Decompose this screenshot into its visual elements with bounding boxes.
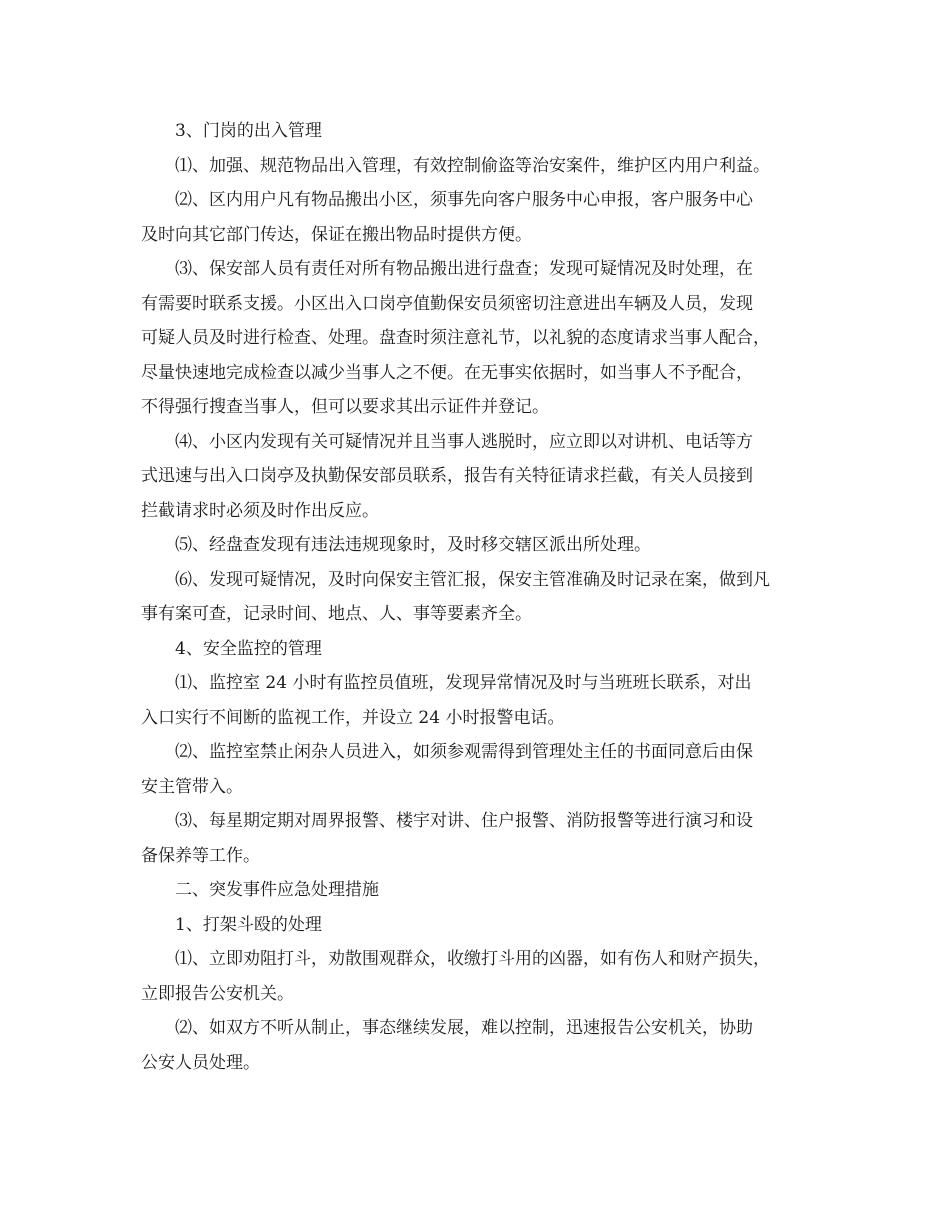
- text-line: 1、打架斗殴的处理: [175, 914, 322, 935]
- text-line: 式迅速与出入口岗亭及执勤保安部员联系，报告有关特征请求拦截，有关人员接到: [141, 466, 753, 486]
- text-line: ⑵、如双方不听从制止，事态继续发展，难以控制，迅速报告公安机关，协助: [175, 1018, 753, 1038]
- text-line: ⑴、监控室 24 小时有监控员值班，发现异常情况及时与当班班长联系，对出: [175, 673, 752, 693]
- text-line: 安主管带入。: [141, 776, 243, 797]
- text-line: 4、安全监控的管理: [175, 638, 322, 659]
- text-line: ⑴、立即劝阻打斗，劝散围观群众，收缴打斗用的凶器，如有伤人和财产损失，: [175, 949, 770, 969]
- text-line: 二、突发事件应急处理措施: [175, 880, 379, 900]
- text-line: ⑸、经盘查发现有违法违规现象时，及时移交辖区派出所处理。: [175, 535, 651, 555]
- document-body: [141, 114, 821, 1080]
- text-line: 不得强行搜查当事人，但可以要求其出示证件并登记。: [141, 397, 549, 417]
- text-line: 有需要时联系支援。小区出入口岗亭值勤保安员须密切注意进出车辆及人员，发现: [141, 293, 753, 314]
- text-line: 拦截请求时必须及时作出反应。: [141, 500, 379, 521]
- text-line: 入口实行不间断的监视工作，并设立 24 小时报警电话。: [141, 707, 565, 728]
- text-line: 及时向其它部门传达，保证在搬出物品时提供方便。: [141, 224, 532, 245]
- text-line: 尽量快速地完成检查以减少当事人之不便。在无事实依据时，如当事人不予配合，: [141, 362, 753, 383]
- text-line: ⑵、区内用户凡有物品搬出小区，须事先向客户服务中心申报，客户服务中心: [175, 190, 753, 210]
- text-line: ⑴、加强、规范物品出入管理，有效控制偷盗等治安案件，维护区内用户利益。: [175, 155, 770, 176]
- text-line: 3、门岗的出入管理: [175, 121, 322, 141]
- text-line: ⑵、监控室禁止闲杂人员进入，如须参观需得到管理处主任的书面同意后由保: [175, 742, 753, 762]
- text-line: 备保养等工作。: [141, 845, 260, 866]
- text-line: ⑶、每星期定期对周界报警、楼宇对讲、住户报警、消防报警等进行演习和设: [175, 811, 753, 831]
- text-line: 公安人员处理。: [141, 1052, 260, 1073]
- text-line: ⑶、保安部人员有责任对所有物品搬出进行盘查；发现可疑情况及时处理，在: [175, 259, 753, 279]
- text-line: 可疑人员及时进行检查、处理。盘查时须注意礼节，以礼貌的态度请求当事人配合，: [141, 328, 770, 348]
- text-line: ⑷、小区内发现有关可疑情况并且当事人逃脱时，应立即以对讲机、电话等方: [175, 431, 753, 452]
- text-line: 立即报告公安机关。: [141, 983, 294, 1004]
- text-line: ⑹、发现可疑情况，及时向保安主管汇报，保安主管准确及时记录在案，做到凡: [175, 569, 770, 590]
- text-line: 事有案可查，记录时间、地点、人、事等要素齐全。: [141, 604, 532, 624]
